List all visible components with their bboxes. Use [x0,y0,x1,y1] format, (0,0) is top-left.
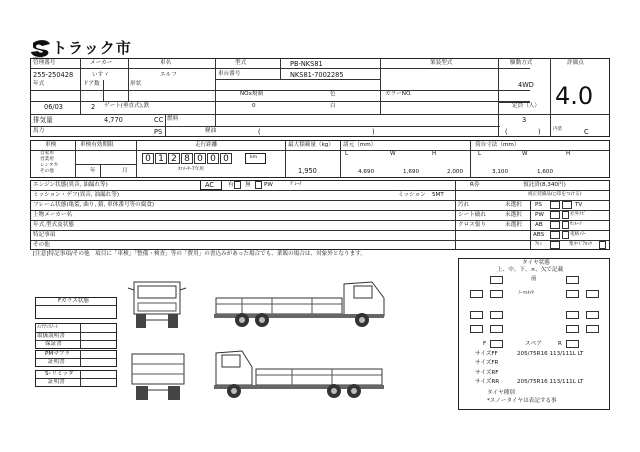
door-value: 2 [91,103,96,111]
tire-slot[interactable] [490,290,503,298]
kyori-label: 走行距離 [195,142,218,148]
n-l-label: L [478,151,482,157]
sosoukei-label: 架装型式 [430,60,453,66]
year-label: 年式 [33,81,45,87]
s-w-label: W [390,151,396,157]
saidai-label: 最大積載量（kg） [288,142,334,148]
opt-abs: ABS [533,232,545,238]
tire-legend: 上、中、下、×、欠で記載 [497,267,564,273]
logo-text: トラック市 [52,39,132,57]
tire-slot[interactable] [586,290,599,298]
jikayo-label: 自家用 [40,151,54,156]
s-l-value: 4,690 [358,169,375,175]
kudou-value: 4WD [518,81,534,89]
eigyo-label: 営業用 [40,157,54,162]
frame-label: フレーム状態(亀裂, 曲り, 錆, 車体番号等の腐食) [33,202,155,208]
nenshiki-label: 年式,型式及状態 [33,222,74,228]
recycle-value: 預託済(8,340円) [523,182,566,188]
haiki-label: 排気量 [33,116,53,124]
paren-open: ( [258,128,261,136]
nidai-label: 荷台寸法（mm） [475,142,520,148]
opt-tv: TV [575,202,583,208]
truck-rear-view [128,350,188,405]
s-l-label: L [345,151,349,157]
shamei-label: 車名 [160,60,172,66]
teiin-value: 3 [522,116,527,124]
opt-doorlock-check[interactable] [599,241,606,249]
tire-spare-r-slot[interactable] [566,340,579,348]
gray-label: ｸﾞﾚｰﾁ [290,182,302,187]
tokki-label: 特記事項 [33,232,56,238]
keijo-value: ゲート(垂直式),鉄 [104,103,150,109]
tori-label: 取扱説明書 [37,333,65,339]
s-h-value: 2,000 [447,169,464,175]
mileage-digit: 2 [168,153,180,164]
ac-nashi: 無 [245,182,251,188]
tire-kind-label: タイヤ種別 [487,390,515,396]
tire-rr-value: 205/75R16 113/111L LT [517,379,584,385]
opt-doorlock: 集中ﾄﾞｱﾛｯｸ [569,242,592,247]
hyoka-label: 評価点 [567,60,584,66]
opt-mirror: 電格ﾐﾗｰ [570,232,587,237]
cond-2-label: クロス張り [458,222,486,228]
colorno-label: カラーNO. [385,91,412,97]
tire-fr-label: サイズFR [475,360,499,366]
shaken-label: 車検 [45,142,57,148]
color-label: 色 [330,91,336,97]
mileage-digit: 0 [207,153,219,164]
katashiki-value: PB-NKS81 [290,60,323,68]
cond-1-value: 未選択 [505,212,522,218]
tire-snow-note: *スノータイヤは表記する事 [487,398,557,404]
tire-title: タイヤ状態 [522,260,550,266]
naisou-label: 内装 [553,127,563,132]
cc-label: CC [154,116,164,124]
tire-f-label: F [483,341,487,347]
cond-2-value: 未選択 [505,222,522,228]
opt-ab-check[interactable] [550,221,560,229]
n-l-value: 3,100 [492,169,509,175]
rental-label: レンタカ [40,163,59,168]
color-value: 白 [330,103,336,109]
nen-label: 年 [90,168,96,174]
tire-slot[interactable] [470,290,483,298]
kanri-value: 255-250428 [33,71,74,79]
tire-ff-label: サイズFF [475,351,498,357]
ps-label: PS [154,128,163,136]
tire-slot[interactable] [586,311,599,319]
company-logo [30,39,130,59]
ac-ari: 有 [228,182,234,188]
katashiki-label: 型式 [235,60,247,66]
nenryo-label: 燃料 [167,116,179,122]
notice-text: [注意]特記事項/その他 項目に「車検」「整備・検査」等の「費用」の書込みがあった場合でも、業販の場合は、対象外となります。 [33,251,366,257]
tire-slot[interactable] [566,290,579,298]
tire-slot[interactable] [470,311,483,319]
engine-label: エンジン状態(異音, 油漏れ等) [33,182,108,188]
ac-ari-check[interactable] [234,181,241,189]
n-w-value: 1,600 [537,169,554,175]
fglass-label: Fガラス状態 [58,298,90,304]
kanri-label: 管理番号 [33,60,56,66]
year-value: 06/03 [44,103,64,111]
daibango-value: NKS81-7002285 [290,71,344,79]
cond-0-label: 汚れ [458,202,470,208]
pw-check[interactable] [255,181,262,189]
tire-rf-label: サイズRF [475,370,499,376]
opt-navi-check[interactable] [562,211,569,219]
hosho-label: 保証書 [45,341,62,347]
opt-tv-check[interactable] [562,201,572,209]
shoko-label: 諸元（mm） [343,142,377,148]
tire-rr-label: サイズRR [475,379,500,385]
logo-sub: TRUCK [33,56,44,60]
mission-type-value: 5MT [432,192,444,198]
tire-slot[interactable] [490,325,503,333]
sr-sho-label: 証明書 [48,379,65,385]
pm-sho-label: 証明書 [48,359,65,365]
kudou-label: 駆動方式 [510,60,533,66]
opt-pw: PW [535,212,544,218]
mileage-digit: 0 [142,153,154,164]
tire-slot[interactable] [566,276,579,284]
tire-spare-label: スペア [525,341,542,347]
opt-ps: PS [535,202,542,208]
maker-label: メーカー [90,60,113,66]
opt-ps-check[interactable] [550,201,560,209]
mileage-digit: 1 [155,153,167,164]
paren-close: ) [372,128,375,136]
n-h-label: H [566,151,571,157]
capacity-value: 1,950 [298,167,317,175]
opt-navi: 社外ﾅﾋﾞ [570,212,587,217]
mileage-digit: 8 [181,153,193,164]
bariki-label: 馬力 [33,128,45,134]
tire-spare-f-slot[interactable] [490,340,503,348]
opt-abs-check[interactable] [550,231,560,239]
paren-close-2: ) [538,128,541,136]
r-mark-label: R券 [470,182,480,188]
cond-0-value: 未選択 [505,202,522,208]
teiin-label: 定員（人） [512,103,540,109]
logo-mark-icon [30,39,52,57]
opt-mirror-check[interactable] [562,231,569,239]
nox-label: NOx規制 [240,91,264,97]
sonota2-label: その他 [33,242,50,248]
sr-label: S･リミッタ [45,371,74,377]
tire-ff-value: 205/75R16 113/111L LT [517,351,584,357]
truck-side-view-left [212,345,392,403]
tire-slot[interactable] [490,276,503,284]
sonota-label: その他 [40,169,54,174]
pw-label: PW [264,182,273,188]
door-label: ドア数 [83,81,100,87]
tire-slot[interactable] [566,325,579,333]
tsuki-label: 月 [122,168,128,174]
mileage-digit: 0 [194,153,206,164]
tire-slot[interactable] [490,311,503,319]
mission-type-label: ミッション [398,192,426,198]
mileage-digit: 0 [220,153,232,164]
pm-label: PMマフラ [45,351,70,357]
opt-sunroof: ｻﾝﾙｰﾌ [570,222,582,227]
opt-sunroof-check[interactable] [562,221,569,229]
keiyu-value: 軽油 [205,128,217,134]
daibango-label: 車台番号 [218,71,241,77]
ac-label: AC [205,181,214,189]
s-h-label: H [432,151,437,157]
tire-slot[interactable] [470,325,483,333]
naisou-value: C [584,128,589,136]
tire-slot[interactable] [566,311,579,319]
truck-side-view-right [212,278,392,328]
tire-slot[interactable] [586,325,599,333]
paren-open-2: ( [505,128,508,136]
n-w-label: W [522,151,528,157]
score-value: 4.0 [555,82,594,110]
opt-alumi: ｱﾙﾐ [535,242,542,247]
truck-front-view [128,278,188,333]
shitei-label: 純正装備品(○印をつける) [528,192,582,197]
s-w-value: 1,690 [403,169,420,175]
opt-alumi-check[interactable] [550,241,560,249]
tire-r-label: R [558,341,562,347]
yuko-label: 車検有効期限 [80,142,114,148]
nox-value: 0 [252,103,256,109]
haiki-value: 4,770 [104,116,123,124]
cond-1-label: シート破れ [458,212,486,218]
tire-normal-label: ﾉｰﾏﾙﾀｲﾔ [518,291,535,296]
uemono-label: 上物メーカー名 [33,212,73,218]
shamei-value: エルフ [160,72,177,78]
maker-value: いすゞ [92,72,109,78]
tire-front-label: 前 [531,276,537,282]
maint-label: ﾒﾝﾃﾅﾝｽﾉｰﾄ [37,325,58,330]
opt-ab: AB [535,222,543,228]
km-label: km [250,155,258,160]
mission-label: ミッション・デフ(異音, 油漏れ等) [33,192,120,198]
keijo-label: 形状 [130,81,142,87]
tacho-label: ﾀｺﾒｰﾀｰ7年用 [178,167,204,172]
opt-pw-check[interactable] [550,211,560,219]
